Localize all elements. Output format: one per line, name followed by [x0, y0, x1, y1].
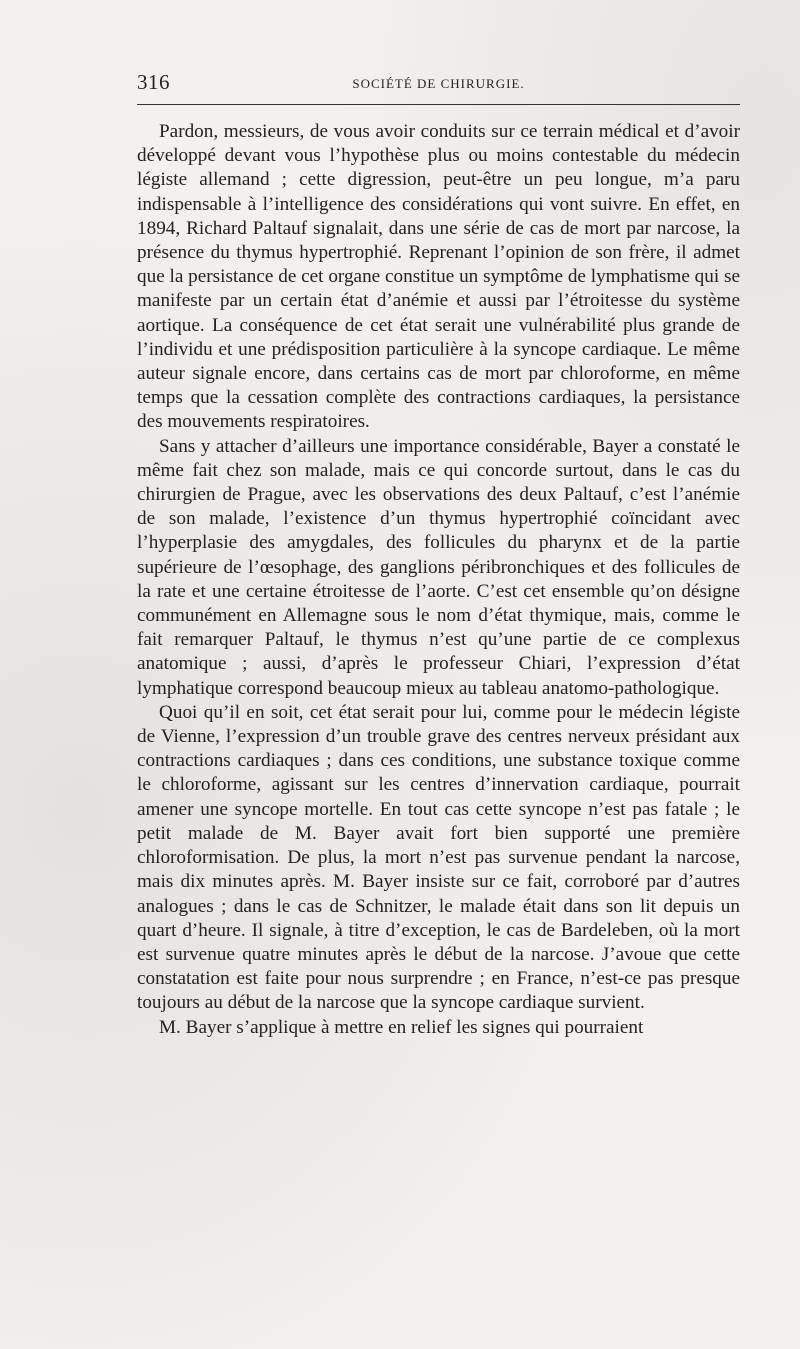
page-number: 316 [137, 70, 170, 94]
paragraph-1: Pardon, messieurs, de vous avoir conduits sur ce terrain médical et d’avoir développé devant vous l’hypothèse plus ou moins contestable du médecin légiste allemand ; cette digression, peut-être un peu longue, m’a paru indispensable à l’intelligence des considérations qui vont suivre. En effet, en 1894, Richard Paltauf signalait, dans une série de cas de mort par narcose, la présence du thymus hypertrophié. Reprenant l’opinion de son frère, il admet que la persistance de cet organe constitue un symptôme de lymphatisme qui se manifeste par un certain état d’anémie et aussi par l’étroitesse du système aortique. La conséquence de cet état serait une vulnérabilité plus grande de l’individu et une prédisposition particulière à la syncope cardiaque. Le même auteur signale encore, dans certains cas de mort par chloroforme, en même temps que la cessation complète des contractions cardiaques, la persistance des mouvements respiratoires. [137, 121, 740, 433]
paragraph-3: Quoi qu’il en soit, cet état serait pour lui, comme pour le médecin légiste de Vienne, l’expression d’un trouble grave des centres nerveux présidant aux contractions cardiaques ; dans ces conditions, une substance toxique comme le chloroforme, agissant sur les centres d’innervation cardiaque, pourrait amener une syncope mortelle. En tout cas cette syncope n’est pas fatale ; le petit malade de M. Bayer avait fort bien supporté une première chloroformisation. De plus, la mort n’est pas survenue pendant la narcose, mais dix minutes après. M. Bayer insiste sur ce fait, corroboré par d’autres analogues ; dans le cas de Schnitzer, le malade était dans son lit depuis un quart d’heure. Il signale, à titre d’exception, le cas de Bardeleben, où la mort est survenue quatre minutes après le début de la narcose. J’avoue que cette constatation est faite pour nous surprendre ; en France, n’est-ce pas presque toujours au début de la narcose que la syncope cardiaque survient. [137, 701, 740, 1014]
header-rule [137, 104, 740, 105]
running-head: SOCIÉTÉ DE CHIRURGIE. [352, 76, 525, 91]
body-text [137, 120, 740, 1040]
page-header [137, 70, 740, 100]
paragraph-2: Sans y attacher d’ailleurs une importance considérable, Bayer a constaté le même fait chez son malade, mais ce qui concorde surtout, dans le cas du chirurgien de Prague, avec les observations des deux Paltauf, c’est l’anémie de son malade, l’existence d’un thymus hypertrophié coïncidant avec l’hyperplasie des amygdales, des follicules du pharynx et de la partie supérieure de l’œsophage, des ganglions péribronchiques et des follicules de la rate et une certaine étroitesse de l’aorte. C’est cet ensemble qu’on désigne communément en Allemagne sous le nom d’état thymique, mais, comme le fait remarquer Paltauf, le thymus n’est qu’une partie de ce complexus anatomique ; aussi, d’après le professeur Chiari, l’expression d’état lymphatique correspond beaucoup mieux au tableau anatomo-pathologique. [137, 435, 740, 699]
paragraph-4: M. Bayer s’applique à mettre en relief les signes qui pourraient [159, 1016, 644, 1038]
